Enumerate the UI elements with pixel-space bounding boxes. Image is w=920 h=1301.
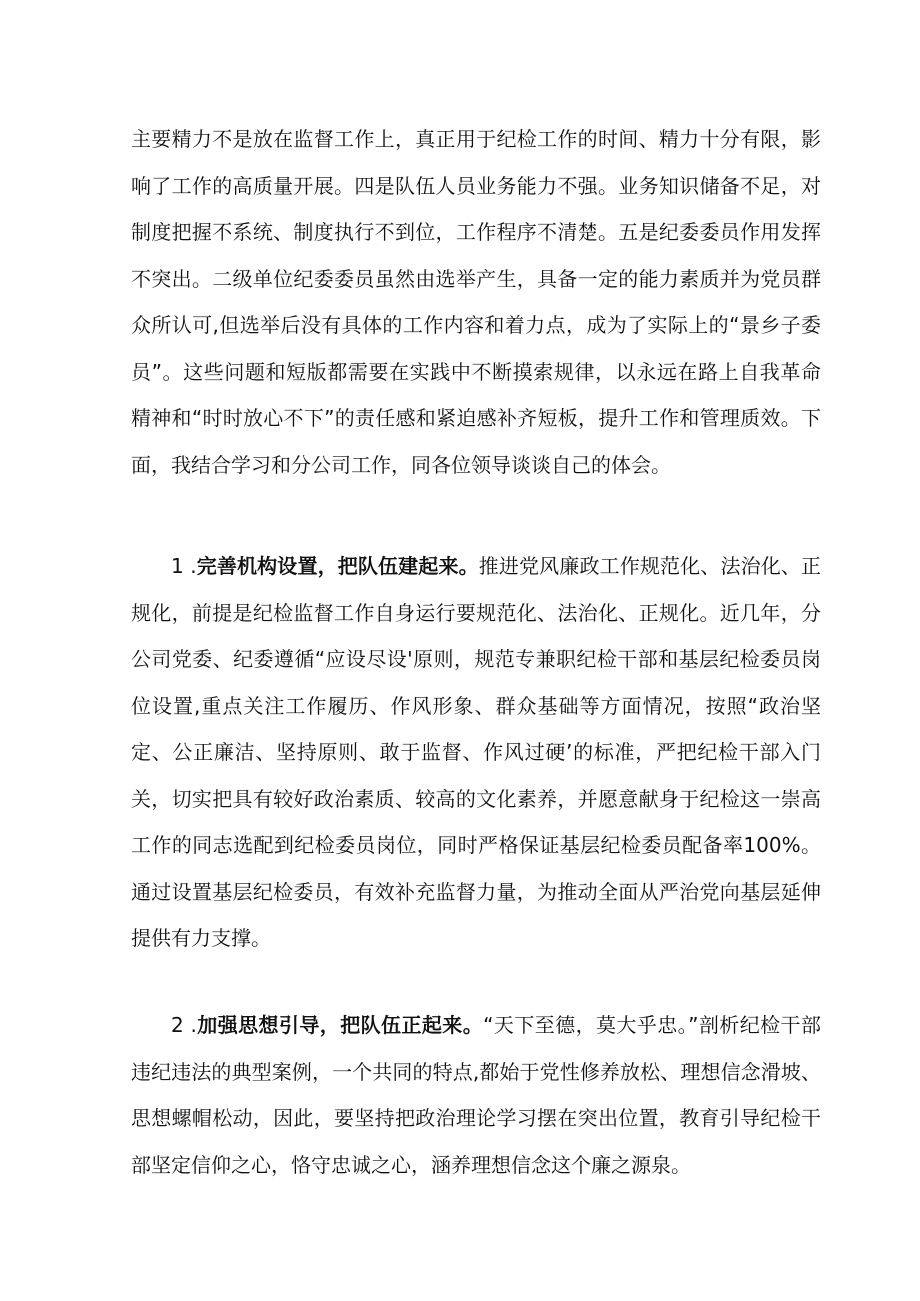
section-number-1: 1 .	[171, 554, 197, 578]
paragraph-continued	[131, 116, 821, 488]
section-heading-1: 完善机构设置，把队伍建起来。	[196, 554, 479, 578]
section-number-2: 2 .	[171, 1013, 197, 1037]
section-body-2: “天下至德，莫大乎忠。”剖析纪检干部违纪违法的典型案例，一个共同的特点,都始于党性修养放松、理想信念滑坡、思想螺帽松动，因此，要坚持把政治理论学习摆在突出位置，教育引导纪检干部坚定信仰之心，恪守忠诚之心，涵养理想信念这个廉之源泉。	[131, 1013, 821, 1177]
paragraph-section-1	[131, 543, 821, 962]
paragraph-3	[131, 1002, 821, 1188]
section-heading-2: 加强思想引导，把队伍正起来。	[196, 1013, 484, 1037]
paragraph-2	[131, 543, 821, 962]
section-body-1: 推进党风廉政工作规范化、法治化、正规化，前提是纪检监督工作自身运行要规范化、法治化、正规化。近几年，分公司党委、纪委遵循“应设尽设'原则，规范专兼职纪检干部和基层纪检委员岗位设置,重点关注工作履历、作风形象、群众基础等方面情况，按照“政治坚定、公正廉洁、坚持原则、敢于监督、作风过硬’的标准，严把纪检干部入门关，切实把具有较好政治素质、较高的文化素养，并愿意献身于纪检这一崇高工作的同志选配到纪检委员岗位，同时严格保证基层纪检委员配备率100%。通过设置基层纪检委员，有效补充监督力量，为推动全面从严治党向基层延伸提供有力支撑。	[131, 554, 822, 950]
paragraph-1-text: 主要精力不是放在监督工作上，真正用于纪检工作的时间、精力十分有限，影响了工作的高质量开展。四是队伍人员业务能力不强。业务知识储备不足，对制度把握不系统、制度执行不到位，工作程序不清楚。五是纪委委员作用发挥不突出。二级单位纪委委员虽然由选举产生，具备一定的能力素质并为党员群众所认可,但选举后没有具体的工作内容和着力点，成为了实际上的“景乡子委员”。这些问题和短版都需要在实践中不断摸索规律，以永远在路上自我革命精神和“时时放心不下”的责任感和紧迫感补齐短板，提升工作和管理质效。下面，我结合学习和分公司工作，同各位领导谈谈自己的体会。	[131, 127, 821, 477]
paragraph-section-2	[131, 1002, 821, 1188]
